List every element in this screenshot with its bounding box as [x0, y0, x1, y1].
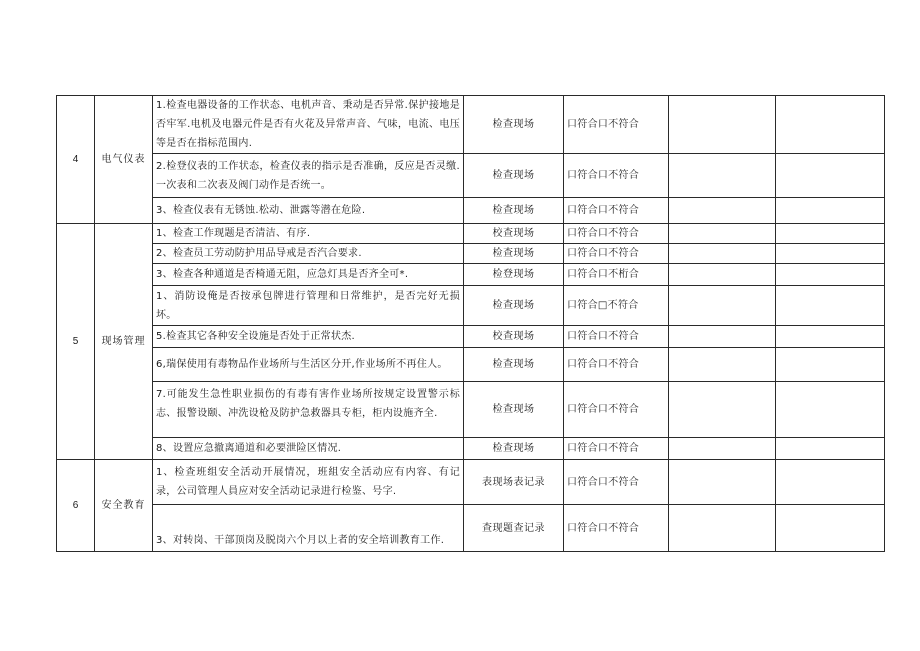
blank-cell[interactable]	[776, 154, 885, 198]
blank-cell[interactable]	[776, 244, 885, 264]
check-method: 检查现场	[464, 438, 564, 460]
blank-cell[interactable]	[776, 348, 885, 382]
blank-cell[interactable]	[669, 96, 776, 154]
table-row	[57, 438, 885, 460]
check-item: 5.检查其它各种安全设施是否处于正常状杰.	[153, 326, 464, 348]
check-item: 7.可能发生急性职业损伤的有毒有害作业场所按规定设置警示标志、报警设颐、冲洗设枪及防护急救器具专柜，柜内设施齐全.	[153, 382, 464, 438]
blank-cell[interactable]	[776, 326, 885, 348]
table-row	[57, 326, 885, 348]
table-row	[57, 244, 885, 264]
section-number: 4	[57, 96, 95, 224]
section-category: 现场管理	[95, 224, 153, 460]
check-item: 1、消防设俺是否按承包牌进行管理和日常维护，是否完好无损坏。	[153, 286, 464, 326]
blank-cell[interactable]	[776, 224, 885, 244]
check-result[interactable]: 口符合口不符合	[564, 460, 669, 505]
check-item: 1.检查电器设备的工作状态、电机声音、秉动是否异常.保护接地是否牢军.电机及电器元件是否有火花及异常声音、气味，电流、电压等是否在指标范围内.	[153, 96, 464, 154]
blank-cell[interactable]	[669, 505, 776, 552]
check-result[interactable]: 口符合口不符合	[564, 326, 669, 348]
blank-cell[interactable]	[776, 96, 885, 154]
check-method: 检查现场	[464, 198, 564, 224]
table-row	[57, 96, 885, 154]
check-result[interactable]: 口符合口不符合	[564, 96, 669, 154]
blank-cell[interactable]	[776, 382, 885, 438]
check-result[interactable]: 口符合口不符合	[564, 382, 669, 438]
blank-cell[interactable]	[669, 264, 776, 286]
check-result[interactable]: 口符合口不符合	[564, 505, 669, 552]
blank-cell[interactable]	[669, 382, 776, 438]
check-method: 检查现场	[464, 348, 564, 382]
check-method: 检查现场	[464, 286, 564, 326]
table-row	[57, 348, 885, 382]
check-result[interactable]: 口符合□不符合	[564, 286, 669, 326]
check-method: 查现题查记录	[464, 505, 564, 552]
blank-cell[interactable]	[669, 286, 776, 326]
blank-cell[interactable]	[669, 460, 776, 505]
blank-cell[interactable]	[776, 286, 885, 326]
check-result[interactable]: 口符合口不桁合	[564, 264, 669, 286]
check-method: 检查现场	[464, 154, 564, 198]
blank-cell[interactable]	[669, 224, 776, 244]
check-item: 2、检查员工劳动防护用品导戒是否汽合要求.	[153, 244, 464, 264]
blank-cell[interactable]	[669, 438, 776, 460]
check-method: 检登现场	[464, 264, 564, 286]
section-category: 电气仪表	[95, 96, 153, 224]
blank-cell[interactable]	[669, 326, 776, 348]
blank-cell[interactable]	[776, 438, 885, 460]
check-result[interactable]: 口符合口不符合	[564, 198, 669, 224]
section-number: 6	[57, 460, 95, 552]
check-method: 校查现场	[464, 326, 564, 348]
check-result[interactable]: 口符合口不符合	[564, 438, 669, 460]
table-row	[57, 224, 885, 244]
check-result[interactable]: 口符合口不符合	[564, 348, 669, 382]
table-row	[57, 154, 885, 198]
check-item: 3、检查仪表有无锈蚀.松动、泄露等潜在危险.	[153, 198, 464, 224]
table-row	[57, 382, 885, 438]
table-row	[57, 198, 885, 224]
check-method: 检查现场	[464, 244, 564, 264]
blank-cell[interactable]	[776, 505, 885, 552]
check-item: 1、检查工作现题是否清洁、有序.	[153, 224, 464, 244]
check-item: 8、设置应急撤离通道和必要泄险区情况.	[153, 438, 464, 460]
section-category: 安全教育	[95, 460, 153, 552]
blank-cell[interactable]	[669, 244, 776, 264]
check-method: 检查现场	[464, 382, 564, 438]
inspection-table	[56, 95, 885, 552]
check-item: 6,瑞保使用有毒物品作业场所与生活区分开,作业场所不再住人。	[153, 348, 464, 382]
blank-cell[interactable]	[776, 198, 885, 224]
check-result[interactable]: 口符合口不符合	[564, 154, 669, 198]
table-row	[57, 460, 885, 505]
table-row	[57, 264, 885, 286]
check-item: 3、对转岗、干部顶岗及脱岗六个月以上者的安全培训教育工作.	[153, 505, 464, 552]
check-item: 3、检查各种通道是否椅通无阻，应急灯具是否齐全可*.	[153, 264, 464, 286]
blank-cell[interactable]	[776, 460, 885, 505]
table-row	[57, 286, 885, 326]
section-number: 5	[57, 224, 95, 460]
check-method: 校查现场	[464, 224, 564, 244]
blank-cell[interactable]	[669, 198, 776, 224]
check-method: 检查现场	[464, 96, 564, 154]
check-result[interactable]: 口符合口不符合	[564, 224, 669, 244]
check-result[interactable]: 口符合口不符合	[564, 244, 669, 264]
blank-cell[interactable]	[776, 264, 885, 286]
check-method: 表现场表记录	[464, 460, 564, 505]
table-row	[57, 505, 885, 552]
check-item: 1、检查班组安全活动开展情况，班組安全活动应有内容、有记录，公司管理人員应对安全活动记录进行检鉴、号字.	[153, 460, 464, 505]
blank-cell[interactable]	[669, 154, 776, 198]
check-item: 2.检登仪表的工作状态，检查仪表的指示是否准确，反应是否灵缴.一次表和二次表及阀门动作是否统一。	[153, 154, 464, 198]
blank-cell[interactable]	[669, 348, 776, 382]
